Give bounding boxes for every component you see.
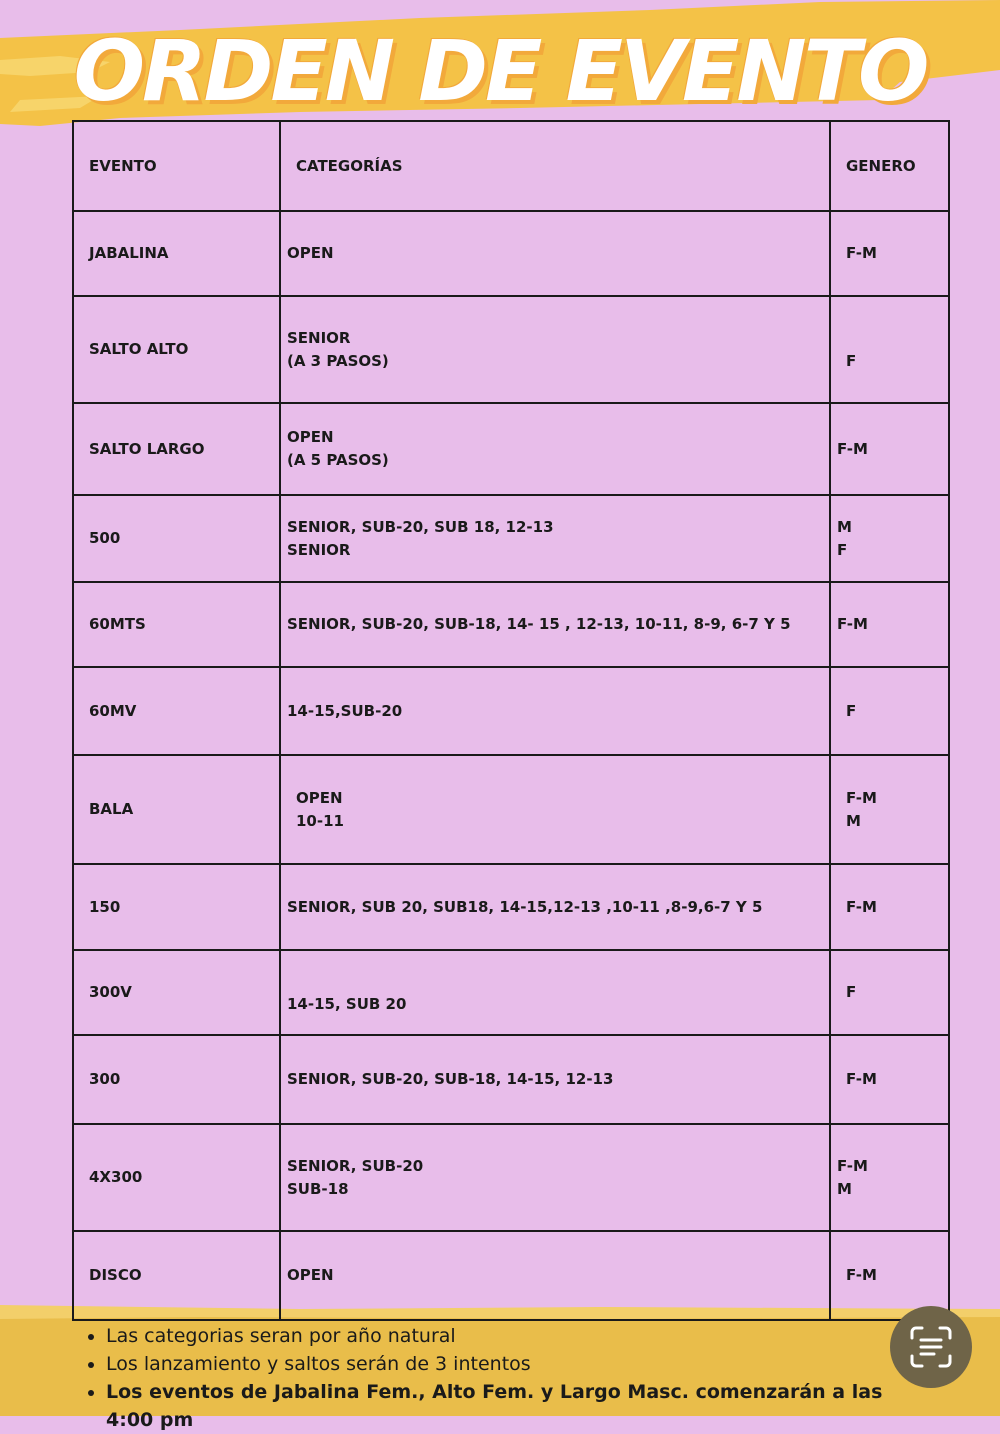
text-scan-button[interactable] [890,1306,972,1388]
table-row [73,495,949,582]
cell-genero [830,667,949,755]
cell-genero-line: M [846,811,861,830]
cell-genero-line: F-M [846,1070,877,1088]
cell-genero [830,1035,949,1124]
cell-categorias-line: SENIOR, SUB-20, SUB 18, 12-13 [287,517,554,536]
table-row [73,950,949,1035]
cell-evento: 300V [73,950,280,1035]
cell-evento: 4X300 [73,1124,280,1231]
cell-categorias [280,864,830,950]
cell-genero [830,950,949,1035]
note-item: • Los lanzamiento y saltos serán de 3 intentos [106,1350,926,1378]
cell-genero-line: F [846,983,857,1001]
table-row [73,1124,949,1231]
cell-genero-line: F-M [837,615,868,633]
cell-categorias-line: SUB-18 [287,1179,349,1198]
cell-categorias-line: SENIOR [287,328,351,347]
cell-genero [830,864,949,950]
table-row [73,864,949,950]
note-item: • Los eventos de Jabalina Fem., Alto Fem. y Largo Masc. comenzarán a las 4:00 pm [106,1378,926,1434]
cell-categorias [280,211,830,296]
events-table [72,120,950,1321]
cell-categorias [280,1035,830,1124]
cell-genero [830,755,949,864]
cell-genero-line: F [837,540,848,559]
cell-genero-line: F-M [846,1266,877,1284]
cell-genero-line [846,327,948,350]
header-evento: EVENTO [73,121,280,211]
cell-evento: 500 [73,495,280,582]
cell-genero [830,296,949,403]
cell-genero-line: M [837,517,852,536]
page-title: ORDEN DE EVENTO [73,22,927,120]
text-scan-icon [908,1324,954,1370]
cell-genero-line: F-M [837,439,868,458]
cell-genero-line: F-M [837,1156,868,1175]
cell-categorias [280,950,830,1035]
table-row [73,296,949,403]
cell-evento: BALA [73,755,280,864]
cell-categorias [280,495,830,582]
cell-genero [830,403,949,495]
cell-categorias-line: (A 3 PASOS) [287,351,389,370]
cell-evento: DISCO [73,1231,280,1320]
cell-genero-line: F-M [846,244,877,262]
cell-categorias [280,755,830,864]
cell-categorias-line [287,970,829,993]
table-row [73,755,949,864]
table-row [73,211,949,296]
cell-categorias [280,296,830,403]
cell-categorias [280,582,830,667]
cell-evento: SALTO LARGO [73,403,280,495]
cell-genero [830,1124,949,1231]
cell-genero [830,582,949,667]
cell-categorias-line: OPEN [287,244,334,262]
cell-categorias-line: (A 5 PASOS) [287,451,389,469]
cell-genero-line: F-M [846,788,877,807]
cell-evento: 150 [73,864,280,950]
notes-list [78,1322,926,1434]
cell-categorias-line: 10-11 [296,811,344,830]
table-row [73,1035,949,1124]
header-categorias: CATEGORÍAS [280,121,830,211]
cell-categorias-line: SENIOR, SUB-20, SUB-18, 14-15, 12-13 [287,1070,614,1088]
cell-genero-line: F [846,701,857,720]
cell-evento: 60MTS [73,582,280,667]
table-row [73,667,949,755]
table-header-row [73,121,949,211]
cell-genero-line: F-M [846,897,877,916]
cell-genero [830,211,949,296]
cell-categorias [280,403,830,495]
cell-categorias-line: SENIOR, SUB-20, SUB-18, 14- 15 , 12-13, 10-11, 8-9, 6-7 Y 5 [287,615,791,633]
cell-genero-line: F [846,351,857,370]
cell-genero-line: M [837,1179,852,1198]
cell-evento: SALTO ALTO [73,296,280,403]
cell-genero [830,495,949,582]
cell-categorias-line: SENIOR, SUB 20, SUB18, 14-15,12-13 ,10-11 ,8-9,6-7 Y 5 [287,897,763,916]
cell-categorias [280,667,830,755]
cell-categorias [280,1231,830,1320]
cell-categorias-line: 14-15,SUB-20 [287,701,403,720]
cell-evento: 300 [73,1035,280,1124]
cell-categorias-line: OPEN [296,788,343,807]
cell-evento: JABALINA [73,211,280,296]
cell-categorias [280,1124,830,1231]
table-row [73,403,949,495]
header-genero: GENERO [830,121,949,211]
cell-categorias-line: SENIOR [287,540,351,559]
table-row [73,582,949,667]
table-row [73,1231,949,1320]
note-item: • Las categorias seran por año natural [106,1322,926,1350]
cell-categorias-line: OPEN [287,428,334,446]
cell-categorias-line: 14-15, SUB 20 [287,994,407,1013]
cell-categorias-line: OPEN [287,1266,334,1284]
cell-categorias-line: SENIOR, SUB-20 [287,1156,424,1175]
cell-evento: 60MV [73,667,280,755]
